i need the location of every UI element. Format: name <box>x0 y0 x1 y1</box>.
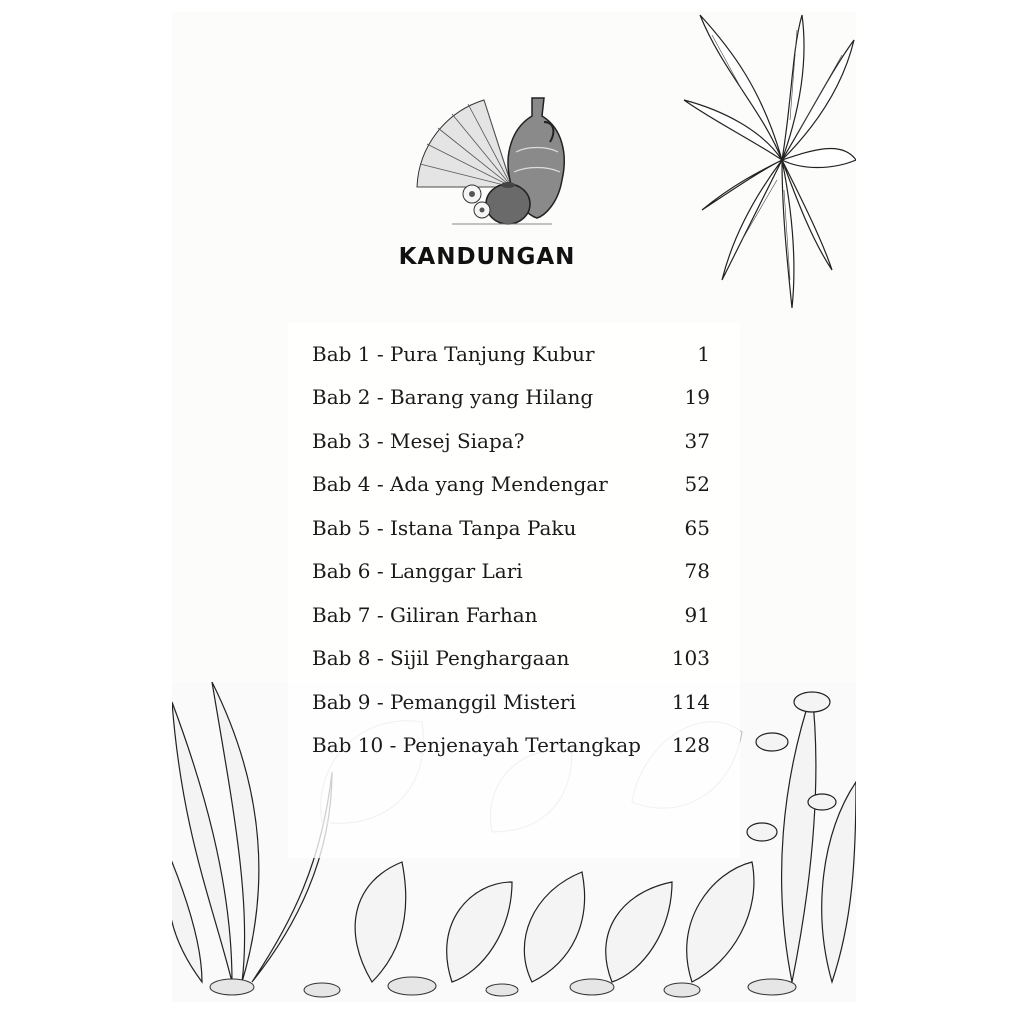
chapter-title: Bab 8 - Sijil Penghargaan <box>312 646 570 671</box>
chapter-title: Bab 10 - Penjenayah Tertangkap <box>312 733 641 758</box>
chapter-title: Bab 9 - Pemanggil Misteri <box>312 689 576 714</box>
chapter-title: Bab 3 - Mesej Siapa? <box>312 428 525 453</box>
toc-entry[interactable] <box>312 463 710 507</box>
toc-entry[interactable] <box>312 550 710 594</box>
toc-entry[interactable] <box>312 332 710 376</box>
fan-and-vase-illustration <box>412 92 572 232</box>
table-of-contents <box>312 332 710 767</box>
page-number: 128 <box>671 733 710 758</box>
toc-entry[interactable] <box>312 724 710 768</box>
toc-entry[interactable] <box>312 376 710 420</box>
chapter-title: Bab 7 - Giliran Farhan <box>312 602 538 627</box>
page-number: 1 <box>697 341 710 366</box>
toc-entry[interactable] <box>312 593 710 637</box>
toc-entry[interactable] <box>312 419 710 463</box>
fern-illustration <box>682 10 856 310</box>
page-number: 52 <box>684 472 710 497</box>
chapter-title: Bab 4 - Ada yang Mendengar <box>312 472 608 497</box>
chapter-title: Bab 2 - Barang yang Hilang <box>312 385 594 410</box>
toc-entry[interactable] <box>312 637 710 681</box>
page-number: 78 <box>684 559 710 584</box>
chapter-title: Bab 6 - Langgar Lari <box>312 559 523 584</box>
page-number: 65 <box>684 515 710 540</box>
page-number: 114 <box>671 689 710 714</box>
chapter-title: Bab 1 - Pura Tanjung Kubur <box>312 341 595 366</box>
toc-entry[interactable] <box>312 680 710 724</box>
page-title: KANDUNGAN <box>398 244 576 270</box>
page-number: 37 <box>684 428 710 453</box>
page-number: 103 <box>671 646 710 671</box>
chapter-title: Bab 5 - Istana Tanpa Paku <box>312 515 577 540</box>
page-number: 19 <box>684 385 710 410</box>
toc-entry[interactable] <box>312 506 710 550</box>
page-number: 91 <box>684 602 710 627</box>
